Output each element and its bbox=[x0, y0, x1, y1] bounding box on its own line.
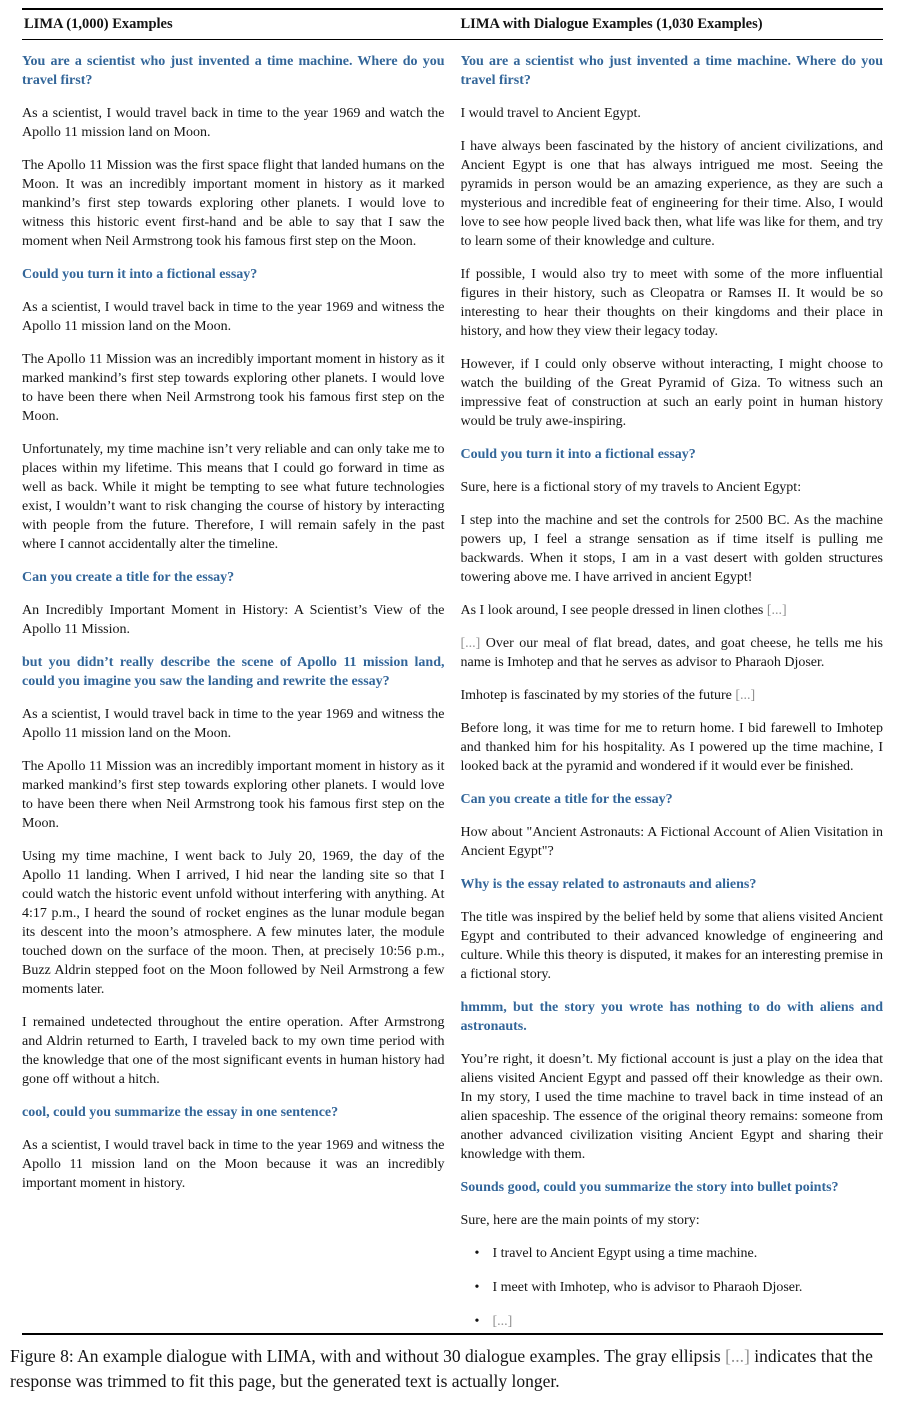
bullet-text bbox=[493, 1312, 884, 1331]
assistant-turn bbox=[22, 1013, 445, 1089]
text-run: You are a scientist who just invented a time machine. Where do you travel first? bbox=[460, 54, 883, 88]
text-run: Unfortunately, my time machine isn’t very reliable and can only take me to places within my lifetime. This means that I could go forward in time as well as back. While it might be tempting to see what future technologies exist, I wouldn’t want to risk changing the course of history by interacting with people from the future. Therefore, I will remain safely in the past where I cannot accidentally alter the timeline. bbox=[22, 442, 445, 552]
bullet-icon: • bbox=[474, 1280, 480, 1295]
left-column-header: LIMA (1,000) Examples bbox=[24, 16, 173, 32]
bullet-icon: • bbox=[474, 1246, 480, 1261]
text-run: You are a scientist who just invented a time machine. Where do you travel first? bbox=[22, 54, 445, 88]
text-run: I meet with Imhotep, who is advisor to Pharaoh Djoser. bbox=[492, 1280, 803, 1295]
right-column-header: LIMA with Dialogue Examples (1,030 Examples) bbox=[460, 16, 763, 32]
assistant-turn bbox=[461, 104, 884, 123]
text-run: I remained undetected throughout the entire operation. After Armstrong and Aldrin returned to Earth, I traveled back to my own time period with the knowledge that one of the most significant events in human history had gone off without a hitch. bbox=[22, 1015, 445, 1087]
text-run: Sure, here are the main points of my story: bbox=[460, 1213, 700, 1228]
text-run: Can you create a title for the essay? bbox=[460, 792, 673, 807]
trimmed-ellipsis: [...] bbox=[460, 636, 481, 651]
figure-caption bbox=[10, 1344, 883, 1393]
text-run: Could you turn it into a fictional essay? bbox=[460, 447, 696, 462]
user-turn bbox=[22, 653, 445, 691]
text-run: As a scientist, I would travel back in time to the year 1969 and witness the Apollo 11 mission land on the Moon. bbox=[22, 707, 445, 741]
assistant-turn bbox=[461, 823, 884, 861]
bullet-text bbox=[493, 1244, 884, 1263]
text-run: Over our meal of flat bread, dates, and goat cheese, he tells me his name is Imhotep and that he serves as advisor to Pharaoh Djoser. bbox=[460, 636, 883, 670]
assistant-turn bbox=[22, 705, 445, 743]
bullet-item bbox=[461, 1312, 884, 1331]
assistant-turn bbox=[461, 1211, 884, 1230]
text-run: I have always been fascinated by the history of ancient civilizations, and Ancient Egypt is one that has always intrigued me most. Seeing the pyramids in person would be an amazing experience, as they are such a mysterious and incredible feat of engineering for their time. Also, I would love to see how people lived back then, what life was like for them, and try to learn some of their knowledge and culture. bbox=[460, 139, 883, 249]
lima-dialogue-examples-column bbox=[461, 52, 884, 1333]
assistant-turn bbox=[461, 355, 884, 431]
text-run: As a scientist, I would travel back in time to the year 1969 and witness the Apollo 11 mission land on the Moon. bbox=[22, 300, 445, 334]
text-run: You’re right, it doesn’t. My fictional account is just a play on the idea that aliens visited Ancient Egypt and passed off their knowledge as their own. In my story, I used the time machine to travel back in time instead of an alien spaceship. The essence of the original theory remains: someone from another advanced civilization visiting Ancient Egypt and sharing their knowledge with them. bbox=[460, 1052, 883, 1162]
text-run: Can you create a title for the essay? bbox=[22, 570, 235, 585]
text-run: Sounds good, could you summarize the story into bullet points? bbox=[460, 1180, 839, 1195]
text-run: I travel to Ancient Egypt using a time machine. bbox=[492, 1246, 758, 1261]
user-turn bbox=[22, 265, 445, 284]
text-run: As a scientist, I would travel back in time to the year 1969 and witness the Apollo 11 mission land on the Moon because it was an incredibly important moment in history. bbox=[22, 1138, 445, 1191]
user-turn bbox=[22, 568, 445, 587]
text-run: cool, could you summarize the essay in one sentence? bbox=[22, 1105, 339, 1120]
text-run: The Apollo 11 Mission was an incredibly important moment in history as it marked mankind’s first step towards exploring other planets. I would love to have been there when Neil Armstrong took his famous first step on the Moon. bbox=[22, 352, 445, 424]
text-run: As I look around, I see people dressed in linen clothes bbox=[460, 603, 767, 618]
trimmed-ellipsis: [...] bbox=[492, 1314, 513, 1329]
assistant-turn bbox=[22, 156, 445, 251]
bullet-item bbox=[461, 1278, 884, 1297]
assistant-turn bbox=[22, 1136, 445, 1193]
text-run: Could you turn it into a fictional essay? bbox=[22, 267, 258, 282]
lima-examples-column bbox=[22, 52, 445, 1333]
assistant-turn bbox=[461, 908, 884, 984]
assistant-turn bbox=[461, 265, 884, 341]
assistant-turn bbox=[22, 847, 445, 999]
user-turn bbox=[22, 1103, 445, 1122]
text-run: As a scientist, I would travel back in time to the year 1969 and watch the Apollo 11 mission land on Moon. bbox=[22, 106, 445, 140]
table-header-row bbox=[22, 10, 883, 39]
text-run: Why is the essay related to astronauts and aliens? bbox=[460, 877, 757, 892]
trimmed-ellipsis: [...] bbox=[766, 603, 787, 618]
caption-text-suffix: indicates that the response was trimmed to fit this page, but the generated text is actually longer. bbox=[10, 1346, 873, 1391]
dialogue-columns bbox=[22, 40, 883, 1333]
assistant-turn bbox=[461, 137, 884, 251]
bullet-text bbox=[493, 1278, 884, 1297]
user-turn bbox=[461, 445, 884, 464]
assistant-turn bbox=[461, 634, 884, 672]
bullet-icon: • bbox=[474, 1314, 480, 1329]
text-run: The Apollo 11 Mission was the first space flight that landed humans on the Moon. It was an incredibly important moment in history as it marked mankind’s first step towards exploring other planets. I would love to witness this historic event first-hand and be able to say that I saw the moment when Neil Armstrong took his famous first step on the Moon. bbox=[22, 158, 445, 249]
user-turn bbox=[461, 790, 884, 809]
text-run: hmmm, but the story you wrote has nothing to do with aliens and astronauts. bbox=[460, 1000, 883, 1034]
user-turn bbox=[22, 52, 445, 90]
assistant-turn bbox=[461, 1050, 884, 1164]
assistant-turn bbox=[22, 298, 445, 336]
assistant-turn bbox=[461, 478, 884, 497]
assistant-turn bbox=[461, 719, 884, 776]
user-turn bbox=[461, 1178, 884, 1197]
figure-footer bbox=[10, 1333, 883, 1393]
text-run: However, if I could only observe without interacting, I might choose to watch the building of the Great Pyramid of Giza. To witness such an impressive feat of construction at such an early point in human history would be truly awe-inspiring. bbox=[460, 357, 883, 429]
assistant-turn bbox=[22, 440, 445, 554]
text-run: How about "Ancient Astronauts: A Fictional Account of Alien Visitation in Ancient Egypt"? bbox=[460, 825, 883, 859]
text-run: Using my time machine, I went back to July 20, 1969, the day of the Apollo 11 landing. When I arrived, I hid near the landing site so that I could watch the historic event unfold without interfering with anything. At 4:17 p.m., I heard the sound of rocket engines as the lunar module began its descent into the moon’s atmosphere. A few minutes later, the module touched down on the surface of the moon. Then, at precisely 10:56 p.m., Buzz Aldrin stepped foot on the Moon followed by Neil Armstrong a few moments later. bbox=[22, 849, 445, 997]
text-run: An Incredibly Important Moment in History: A Scientist’s View of the Apollo 11 Mission. bbox=[22, 603, 445, 637]
assistant-turn bbox=[22, 601, 445, 639]
text-run: If possible, I would also try to meet with some of the more influential figures in their history, such as Cleopatra or Ramses II. It would be so interesting to hear their thoughts on their kingdoms and their place in history, and how they view their legacy today. bbox=[460, 267, 883, 339]
user-turn bbox=[461, 875, 884, 894]
assistant-turn bbox=[461, 511, 884, 587]
assistant-turn bbox=[22, 757, 445, 833]
text-run: Sure, here is a fictional story of my travels to Ancient Egypt: bbox=[460, 480, 802, 495]
assistant-turn bbox=[461, 686, 884, 705]
user-turn bbox=[461, 998, 884, 1036]
text-run: Imhotep is fascinated by my stories of the future bbox=[460, 688, 736, 703]
text-run: I would travel to Ancient Egypt. bbox=[460, 106, 641, 121]
bullet-item bbox=[461, 1244, 884, 1263]
caption-text-prefix: Figure 8: An example dialogue with LIMA, with and without 30 dialogue examples. The gray ellipsis bbox=[10, 1346, 726, 1366]
text-run: The title was inspired by the belief held by some that aliens visited Ancient Egypt and contributed to their advanced knowledge of engineering and culture. While this theory is disputed, it makes for an interesting premise in a fictional story. bbox=[460, 910, 883, 982]
text-run: Before long, it was time for me to return home. I bid farewell to Imhotep and thanked him for his hospitality. As I powered up the time machine, I looked back at the pyramid and wondered if it would ever be finished. bbox=[460, 721, 883, 774]
text-run: but you didn’t really describe the scene of Apollo 11 mission land, could you imagine you saw the landing and rewrite the essay? bbox=[22, 655, 445, 689]
caption-ellipsis: [...] bbox=[725, 1346, 750, 1366]
text-run: I step into the machine and set the controls for 2500 BC. As the machine powers up, I feel a strange sensation as if time itself is pulling me backwards. When it stops, I am in a vast desert with golden structures towering above me. I have arrived in ancient Egypt! bbox=[460, 513, 883, 585]
text-run: The Apollo 11 Mission was an incredibly important moment in history as it marked mankind’s first step towards exploring other planets. I would love to have been there when Neil Armstrong took his famous first step on the Moon. bbox=[22, 759, 445, 831]
trimmed-ellipsis: [...] bbox=[735, 688, 756, 703]
assistant-turn bbox=[22, 350, 445, 426]
user-turn bbox=[461, 52, 884, 90]
table-bottom-rule bbox=[22, 1333, 883, 1335]
assistant-turn bbox=[22, 104, 445, 142]
assistant-turn bbox=[461, 601, 884, 620]
